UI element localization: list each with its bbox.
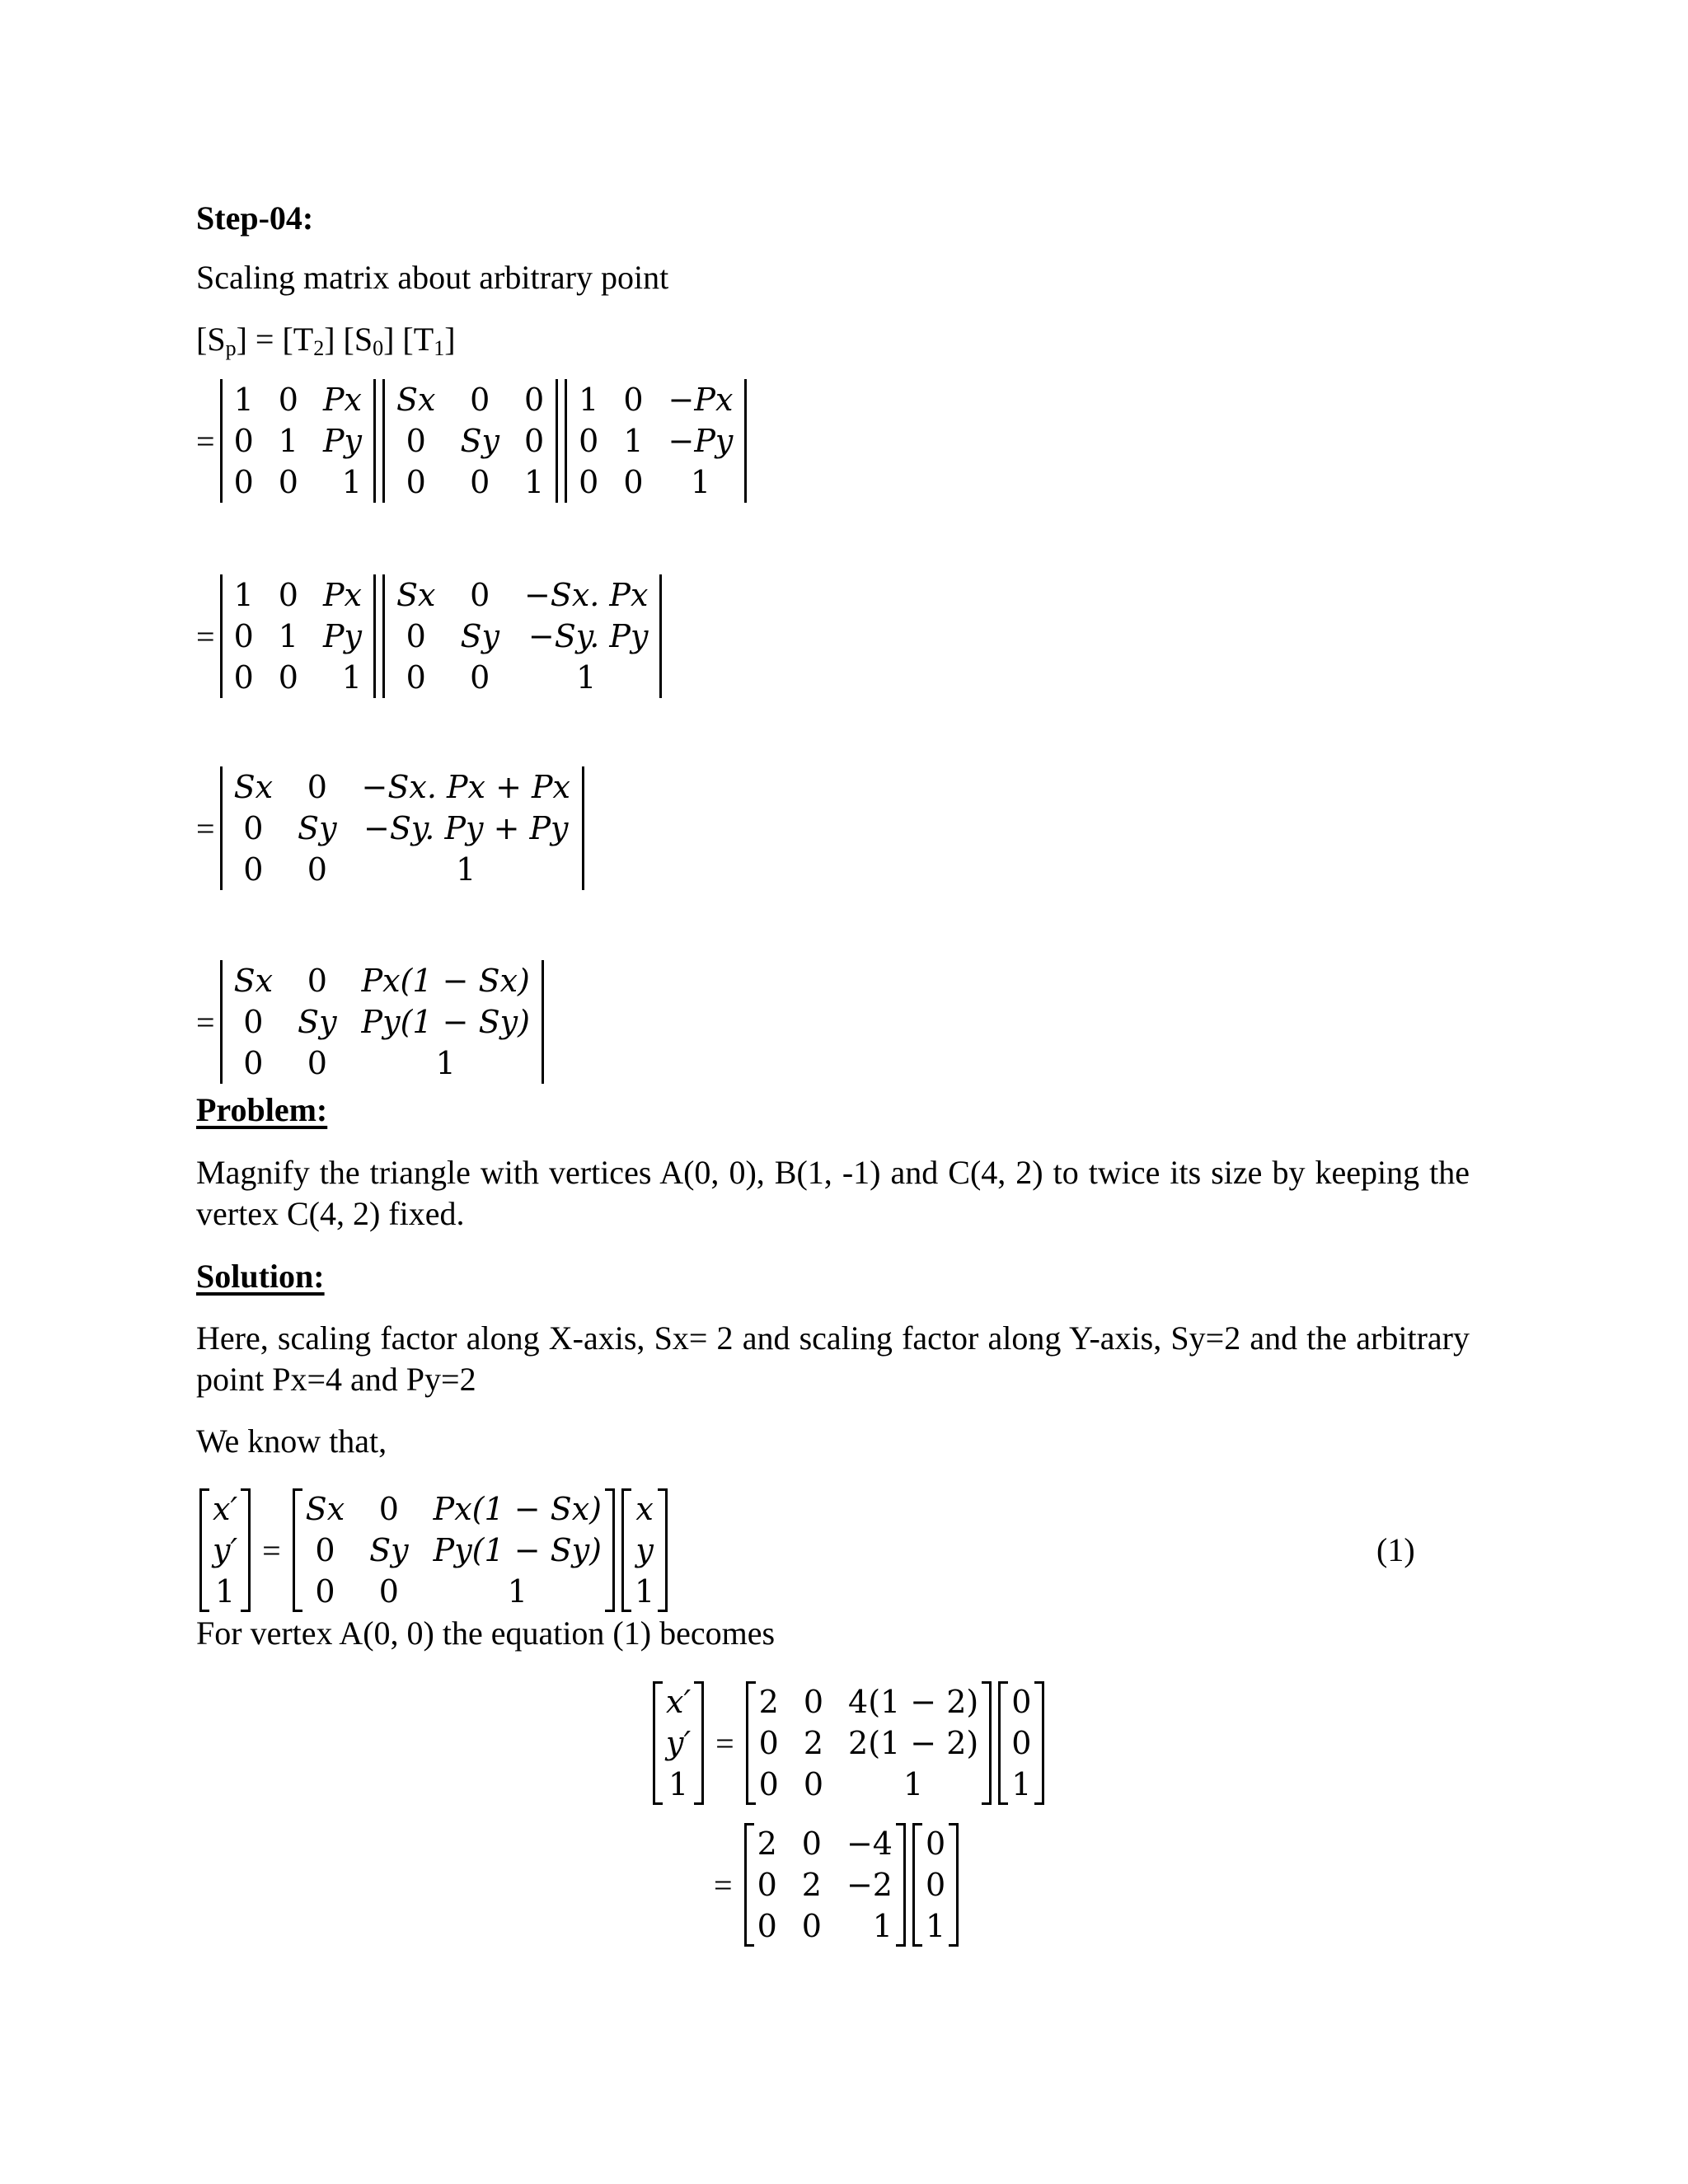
- vertex-a-vector: [912, 1823, 959, 1947]
- matrix-cell: 1: [579, 382, 599, 418]
- equals-sign: =: [196, 809, 215, 847]
- solution-heading: Solution:: [196, 1258, 325, 1295]
- matrix-cell: 0: [278, 382, 298, 418]
- matrix-cell: Sy: [298, 810, 337, 846]
- matrix-cell: 0: [523, 423, 545, 459]
- matrix-cell: 0: [233, 464, 254, 500]
- matrix-cell: 0: [243, 810, 264, 846]
- matrix-cell: 0: [307, 963, 327, 999]
- intro-text: Scaling matrix about arbitrary point: [196, 259, 669, 296]
- matrix-cell: 0: [315, 1532, 335, 1568]
- matrix-cell: 0: [278, 577, 298, 613]
- vector-cell: 0: [1011, 1725, 1032, 1761]
- matrix-cell: 0: [406, 618, 426, 654]
- vector-cell: x′: [666, 1684, 692, 1720]
- matrix-cell: Sy: [460, 423, 499, 459]
- matrix-t1: [565, 379, 747, 503]
- matrix-cell: 0: [470, 382, 490, 418]
- matrix-cell: 0: [523, 382, 545, 418]
- matrix-cell: −Sy. Py: [528, 618, 649, 654]
- vector-cell: x′: [213, 1491, 238, 1527]
- equation-5: [196, 1488, 671, 1612]
- equation-2: [196, 574, 665, 698]
- definition-part: [S: [196, 321, 226, 358]
- matrix-cell: 0: [233, 423, 254, 459]
- matrix-cell: Sx: [305, 1491, 345, 1527]
- definition-subscript: 1: [434, 336, 445, 360]
- definition-part: ] = [T: [236, 321, 314, 358]
- vector-cell: 0: [925, 1867, 946, 1903]
- matrix-cell: −2: [846, 1867, 893, 1903]
- matrix-cell: 0: [278, 464, 298, 500]
- matrix-result: [220, 766, 584, 890]
- definition-subscript: 2: [313, 336, 325, 360]
- equals-sign: =: [715, 1724, 734, 1762]
- step-heading: Step-04:: [196, 199, 314, 237]
- matrix-cell: Sx: [396, 382, 436, 418]
- vector-cell: 0: [1011, 1684, 1032, 1720]
- vector-cell: x: [635, 1491, 654, 1527]
- matrix-cell: Px: [322, 382, 362, 418]
- equation-7: [706, 1823, 962, 1947]
- matrix-cell: Sx: [233, 963, 274, 999]
- matrix-cell: 0: [243, 851, 264, 888]
- matrix-cell: 0: [801, 1908, 822, 1944]
- definition-subscript: 0: [373, 336, 384, 360]
- matrix-cell: 2(1 − 2): [848, 1725, 979, 1761]
- matrix-s0: [382, 379, 558, 503]
- matrix-cell: 0: [758, 1725, 779, 1761]
- matrix-cell: 0: [406, 464, 426, 500]
- matrix-cell: 0: [378, 1491, 399, 1527]
- matrix-cell: 0: [406, 423, 426, 459]
- matrix-cell: Px: [322, 577, 362, 613]
- matrix-cell: 1: [233, 577, 254, 613]
- vector-cell: 1: [668, 1766, 689, 1802]
- matrix-cell: Sx: [396, 577, 436, 613]
- vector-cell: y′: [213, 1532, 238, 1568]
- matrix-cell: Py: [322, 423, 362, 459]
- matrix-cell: 1: [872, 1908, 893, 1944]
- matrix-cell: Sx: [233, 769, 274, 805]
- matrix-cell: 1: [341, 464, 362, 500]
- we-know-text: We know that,: [196, 1422, 387, 1460]
- equation-number: (1): [1376, 1531, 1415, 1568]
- matrix-cell: Px(1 − Sx): [361, 963, 530, 999]
- matrix-cell: 1: [690, 464, 711, 500]
- matrix-cell: 2: [801, 1867, 822, 1903]
- matrix-cell: 0: [278, 659, 298, 696]
- matrix-cell: Sy: [369, 1532, 409, 1568]
- matrix-cell: 0: [579, 464, 599, 500]
- vector-cell: 1: [925, 1908, 946, 1944]
- matrix-product: [382, 574, 662, 698]
- matrix-cell: 1: [341, 659, 362, 696]
- matrix-cell: 0: [307, 1045, 327, 1081]
- matrix-cell: 0: [470, 577, 490, 613]
- matrix-cell: 1: [278, 618, 298, 654]
- matrix-cell: Sy: [460, 618, 499, 654]
- definition-part: ]: [444, 321, 456, 358]
- matrix-cell: 1: [576, 659, 597, 696]
- matrix-cell: −4: [846, 1825, 893, 1862]
- matrix-cell: 0: [378, 1573, 399, 1610]
- problem-text: Magnify the triangle with vertices A(0, 0), B(1, -1) and C(4, 2) to twice its size by keeping the vertex C(4, 2) fixed.: [196, 1154, 1470, 1232]
- matrix-cell: 0: [757, 1908, 777, 1944]
- matrix-t2: [220, 379, 376, 503]
- definition-subscript: p: [225, 336, 237, 360]
- matrix-cell: 0: [757, 1867, 777, 1903]
- vertex-a-vector: [998, 1681, 1044, 1805]
- matrix-cell: 1: [435, 1045, 456, 1081]
- matrix-cell: 1: [623, 423, 644, 459]
- equals-sign: =: [196, 1003, 215, 1041]
- matrix-cell: 1: [903, 1766, 924, 1802]
- equation-1: [196, 379, 750, 503]
- matrix-cell: 0: [758, 1766, 779, 1802]
- matrix-cell: −Py: [668, 423, 734, 459]
- matrix-cell: 2: [758, 1684, 779, 1720]
- matrix-cell: 0: [233, 618, 254, 654]
- matrix-cell: 0: [579, 423, 599, 459]
- scaling-definition: [196, 319, 456, 360]
- matrix-cell: 0: [243, 1004, 264, 1040]
- matrix-cell: 0: [243, 1045, 264, 1081]
- point-vector: [621, 1488, 668, 1612]
- matrix-cell: 0: [315, 1573, 335, 1610]
- matrix-cell: 0: [623, 382, 644, 418]
- matrix-cell: 0: [803, 1684, 824, 1720]
- matrix-cell: 0: [470, 464, 490, 500]
- equation-3: [196, 766, 588, 890]
- problem-heading: Problem:: [196, 1091, 328, 1128]
- equals-sign: =: [714, 1866, 733, 1904]
- matrix-cell: 1: [507, 1573, 528, 1610]
- matrix-cell: 1: [278, 423, 298, 459]
- matrix-cell: 0: [801, 1825, 822, 1862]
- scaling-matrix: [293, 1488, 615, 1612]
- matrix-cell: 1: [456, 851, 476, 888]
- equation-4: [196, 960, 547, 1084]
- vector-cell: 1: [635, 1573, 655, 1610]
- matrix-cell: 1: [233, 382, 254, 418]
- matrix-cell: 0: [307, 851, 327, 888]
- solution-text: Here, scaling factor along X-axis, Sx= 2 and scaling factor along Y-axis, Sy=2 and the arbitrary point Px=4 and Py=2: [196, 1319, 1470, 1398]
- matrix-cell: 0: [233, 659, 254, 696]
- matrix-cell: 4(1 − 2): [848, 1684, 979, 1720]
- matrix-t2: [220, 574, 376, 698]
- definition-part: ] [T: [383, 321, 434, 358]
- matrix-cell: Px(1 − Sx): [433, 1491, 602, 1527]
- matrix-cell: −Sx. Px + Px: [361, 769, 570, 805]
- equals-sign: =: [196, 422, 215, 460]
- scaling-matrix-evaluated: [744, 1823, 906, 1947]
- matrix-cell: 0: [307, 769, 327, 805]
- matrix-cell: Py(1 − Sy): [361, 1004, 530, 1040]
- vector-cell: 0: [925, 1825, 946, 1862]
- vector-cell: 1: [214, 1573, 236, 1610]
- equals-sign: =: [196, 617, 215, 655]
- matrix-cell: Py(1 − Sy): [433, 1532, 603, 1568]
- matrix-cell: −Px: [668, 382, 734, 418]
- matrix-cell: 0: [803, 1766, 824, 1802]
- equals-sign: =: [262, 1531, 281, 1569]
- matrix-cell: 1: [523, 464, 545, 500]
- point-vector-prime: [653, 1681, 704, 1805]
- scaling-matrix-numeric: [746, 1681, 992, 1805]
- vector-cell: 1: [1011, 1766, 1032, 1802]
- matrix-final: [220, 960, 544, 1084]
- definition-part: ] [S: [324, 321, 373, 358]
- matrix-cell: Sy: [298, 1004, 337, 1040]
- matrix-cell: −Sy. Py + Py: [363, 810, 569, 846]
- matrix-cell: 0: [470, 659, 490, 696]
- matrix-cell: Py: [322, 618, 362, 654]
- vector-cell: y′: [666, 1725, 692, 1761]
- matrix-cell: 2: [757, 1825, 777, 1862]
- vector-cell: y: [635, 1532, 654, 1568]
- point-vector-prime: [199, 1488, 251, 1612]
- matrix-cell: 0: [406, 659, 426, 696]
- vertex-a-text: For vertex A(0, 0) the equation (1) becomes: [196, 1615, 776, 1652]
- equation-6: [649, 1681, 1048, 1805]
- matrix-cell: 2: [803, 1725, 824, 1761]
- matrix-cell: −Sx. Px: [523, 577, 649, 613]
- matrix-cell: 0: [623, 464, 644, 500]
